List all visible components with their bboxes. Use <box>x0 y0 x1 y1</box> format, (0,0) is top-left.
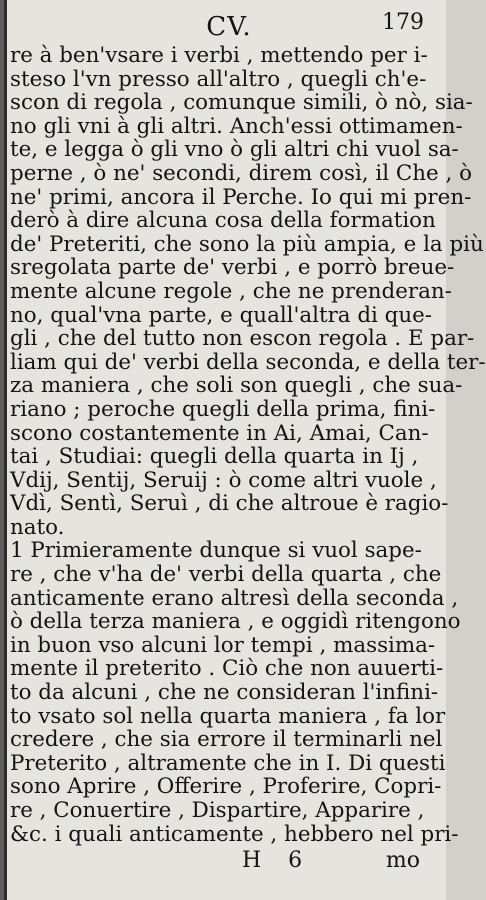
page-header <box>10 10 436 42</box>
page-footer <box>10 848 436 874</box>
text-line: sono Aprire , Offerire , Proferire, Copri- <box>10 774 442 800</box>
text-line: scono costantemente in Ai, Amai, Can- <box>10 420 429 446</box>
text-line: gli , che del tutto non escon regola . E par- <box>10 326 475 352</box>
text-line: derò à dire alcuna cosa della formation <box>10 208 436 234</box>
text-line: 1 Primieramente dunque si vuol sape- <box>10 538 422 564</box>
text-line: ò della terza maniera , e oggidì ritengono <box>10 609 461 635</box>
text-line: to vsato sol nella quarta maniera , fa lor <box>10 703 446 729</box>
text-line: te, e legga ò gli vno ò gli altri chi vuol sa- <box>10 137 459 163</box>
text-line: Vdij, Sentij, Seruij : ò come altri vuole , <box>10 467 437 493</box>
page-edge-shadow <box>4 0 7 900</box>
text-line: liam qui de' verbi della seconda, e della ter- <box>10 349 486 375</box>
text-line: re , Conuertire , Dispartire, Apparire , <box>10 798 425 823</box>
text-line: anticamente erano altresì della seconda , <box>10 585 459 611</box>
text-line: tai , Studiai: quegli della quarta in Ij , <box>10 444 419 470</box>
text-line: steso l'vn presso all'altro , quegli ch'e- <box>10 66 427 92</box>
text-line: ne' primi, ancora il Perche. Io qui mi pren- <box>10 184 472 210</box>
page-number: 179 <box>382 10 424 35</box>
text-line: scon di regola , comunque simili, ò nò, sia- <box>10 90 473 116</box>
text-line: Vdì, Sentì, Seruì , di che altroue è ragio- <box>10 491 449 517</box>
body-text <box>10 43 486 847</box>
text-line: to da alcuni , che ne consideran l'infini- <box>10 680 439 706</box>
text-line: Preterito , altramente che in I. Di questi <box>10 750 446 776</box>
signature-mark: H 6 <box>242 848 313 874</box>
text-line: za maniera , che soli son quegli , che sua- <box>10 373 463 399</box>
text-line: credere , che sia errore il terminarli nel <box>10 727 443 753</box>
running-head: CV. <box>206 12 252 42</box>
text-line: in buon vso alcuni lor tempi , massima- <box>10 632 436 658</box>
catchword: mo <box>385 848 420 874</box>
text-line: riano ; peroche quegli della prima, fini- <box>10 396 436 422</box>
text-line: mente alcune regole , che ne prenderan- <box>10 278 452 304</box>
text-line: &c. i quali anticamente , hebbero nel pri- <box>10 821 459 847</box>
text-line: de' Preteriti, che sono la più ampia, e la più <box>10 231 484 257</box>
text-line: re à ben'vsare i verbi , mettendo per i- <box>10 43 428 68</box>
text-line: no, qual'vna parte, e quall'altra di que- <box>10 302 433 328</box>
text-line: perne , ò ne' secondi, direm così, il Che , ò <box>10 160 472 186</box>
text-line: sregolata parte de' verbi , e porrò breue- <box>10 255 455 281</box>
text-line: no gli vni à gli altri. Anch'essi ottimamen- <box>10 113 463 139</box>
text-line: mente il preterito . Ciò che non auuerti- <box>10 656 444 682</box>
text-line: nato. <box>10 514 65 540</box>
text-line: re , che v'ha de' verbi della quarta , che <box>10 562 442 588</box>
